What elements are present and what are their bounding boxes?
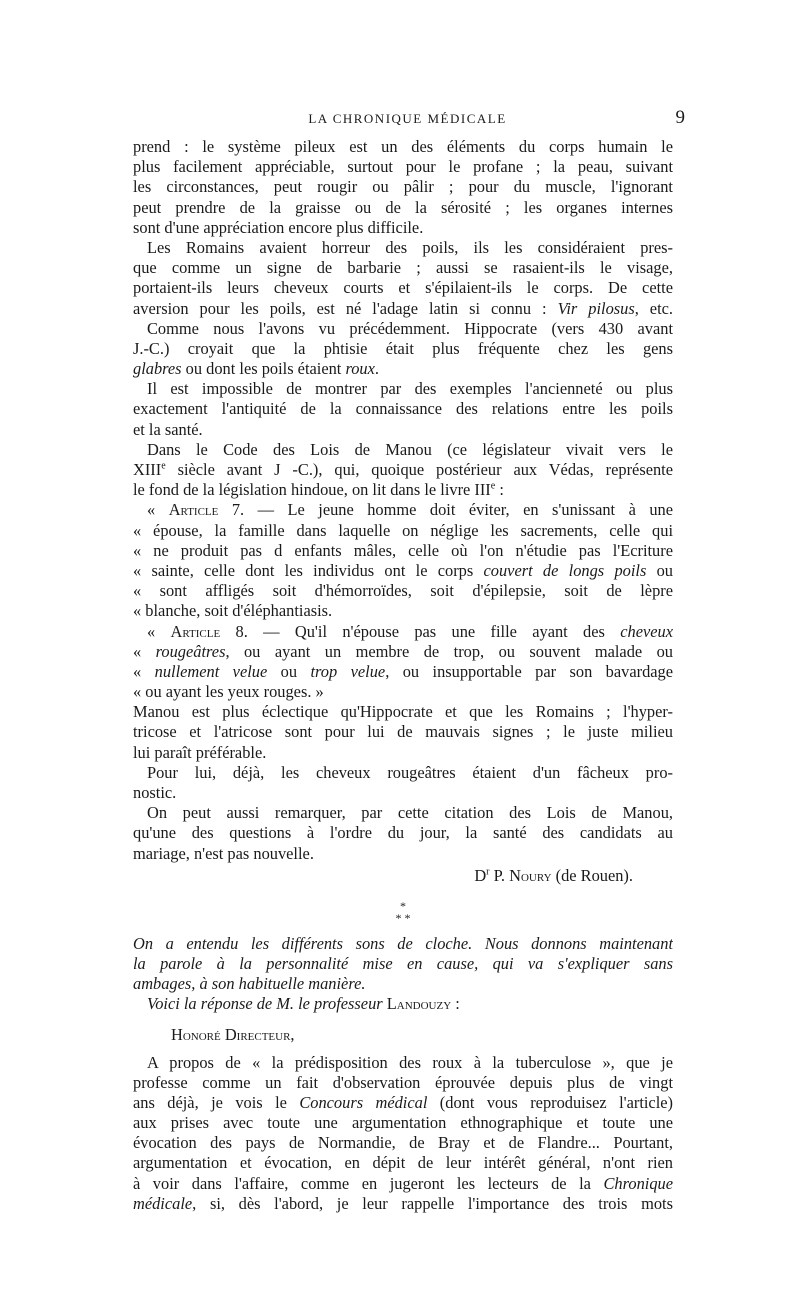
text-line <box>133 1093 673 1113</box>
text-line <box>133 561 673 581</box>
text-line: sont d'une appréciation encore plus difficile. <box>133 217 424 237</box>
text-line: Comme nous l'avons vu précédemment. Hippocrate (vers 430 avant <box>147 318 673 338</box>
text-run: siècle avant J -C.), qui, quoique postérieur aux Védas, représente <box>165 460 673 479</box>
salutation: Honoré Directeur, <box>171 1024 295 1044</box>
text-line <box>133 1194 673 1214</box>
text-run: « <box>133 641 156 661</box>
text-line: Dans le Code des Lois de Manou (ce législateur vivait vers le <box>147 439 673 459</box>
article-label: Article 7. <box>168 500 245 520</box>
text-run: ou <box>646 560 673 580</box>
text-line: la parole à la personnalité mise en cause, qui va s'expliquer sans <box>133 953 673 973</box>
text-line: professe comme un fait d'observation éprouvée depuis plus de vingt <box>133 1072 673 1092</box>
text-run: , si, dès l'abord, je leur rappelle l'importance des trois mots <box>192 1193 673 1213</box>
text-run: « sainte, celle dont les individus ont le corps <box>133 560 484 580</box>
text-line: exactement l'antiquité de la connaissance des relations entre les poils <box>133 399 673 419</box>
italic-text: nullement velue <box>154 661 268 681</box>
italic-text: couvert de longs poils <box>483 560 647 580</box>
text-line: prend : le système pileux est un des éléments du corps humain le <box>133 137 673 156</box>
text-line <box>133 642 673 662</box>
body-text <box>133 137 673 1214</box>
text-run: P. <box>489 865 510 885</box>
text-run: XIII <box>133 460 162 479</box>
text-line: « ou ayant les yeux rouges. » <box>133 682 324 702</box>
text-line: aux prises avec toute une argumentation ethnographique et toute une <box>133 1113 673 1133</box>
text-line: qu'une des questions à l'ordre du jour, la santé des candidats au <box>133 823 673 843</box>
text-line <box>133 500 673 520</box>
text-run: . <box>374 359 380 379</box>
text-line <box>133 662 673 682</box>
article-label: Article 8. <box>170 621 248 641</box>
italic-text: Concours médical <box>299 1092 428 1112</box>
text-line: Manou est plus éclectique qu'Hippocrate et que les Romains ; l'hyper- <box>133 702 673 722</box>
page-number: 9 <box>675 107 685 128</box>
italic-text: trop velue <box>310 661 386 681</box>
text-line: Pour lui, déjà, les cheveux rougeâtres étaient d'un fâcheux pro- <box>147 762 673 782</box>
text-run: : <box>451 994 460 1014</box>
text-run: à voir dans l'affaire, comme en jugeront les lecteurs de la <box>133 1173 604 1193</box>
text-line: portaient-ils leurs cheveux courts et s'épilaient-ils le corps. De cette <box>133 278 673 298</box>
text-line: Les Romains avaient horreur des poils, ils les considéraient pres- <box>147 237 673 257</box>
text-line <box>133 480 673 500</box>
text-run: , ou ayant un membre de trop, ou souvent malade ou <box>225 641 673 661</box>
text-line: On a entendu les différents sons de cloche. Nous donnons maintenant <box>133 933 673 953</box>
text-run: le fond de la législation hindoue, on lit dans le livre III <box>133 480 491 500</box>
page-header <box>130 107 685 133</box>
author-name: Landouzy <box>386 994 452 1014</box>
text-line: lui paraît préférable. <box>133 742 267 762</box>
text-line: et la santé. <box>133 419 203 439</box>
text-run: ans déjà, je vois le <box>133 1092 300 1112</box>
text-line <box>133 622 673 642</box>
text-line <box>133 1174 673 1194</box>
running-title: LA CHRONIQUE MÉDICALE <box>308 111 507 126</box>
italic-text: roux <box>345 359 375 379</box>
text-line: Il est impossible de montrer par des exemples l'ancienneté ou plus <box>147 379 673 399</box>
text-line: « épouse, la famille dans laquelle on néglige les sacrements, celle qui <box>133 520 673 540</box>
text-run: ou dont les poils étaient <box>181 359 346 379</box>
text-run: : <box>495 480 504 500</box>
italic-text: Vir pilosus <box>557 298 635 318</box>
italic-text: rougeâtres <box>155 641 226 661</box>
author-name: Noury <box>509 865 552 885</box>
italic-text: Chronique <box>603 1173 673 1193</box>
text-run: ou <box>267 661 311 681</box>
superscript: e <box>490 480 496 492</box>
italic-text: Voici la réponse de M. le professeur <box>147 994 387 1014</box>
asterism-separator: * * * <box>395 898 411 925</box>
editorial-note <box>133 934 673 995</box>
text-line: les circonstances, peut rougir ou pâlir ; pour du muscle, l'ignorant <box>133 177 673 197</box>
text-run: « <box>147 500 169 520</box>
text-line: évocation des pays de Normandie, de Bray et de Flandre... Pourtant, <box>133 1133 673 1153</box>
text-line <box>133 359 673 379</box>
text-run: — Le jeune homme doit éviter, en s'unissant à une <box>244 500 673 520</box>
italic-text: médicale <box>133 1193 193 1213</box>
superscript: e <box>161 460 166 472</box>
text-line: « blanche, soit d'éléphantiasis. <box>133 601 333 621</box>
text-line: que comme un signe de barbarie ; aussi se rasaient-ils le visage, <box>133 258 673 278</box>
signature <box>133 866 673 888</box>
text-run: — Qu'il n'épouse pas une fille ayant des <box>247 621 621 641</box>
text-line <box>133 994 673 1014</box>
text-line: A propos de « la prédisposition des roux à la tuberculose », que je <box>147 1052 673 1072</box>
text-line: peut prendre de la graisse ou de la sérosité ; les organes internes <box>133 197 673 217</box>
text-run: , ou insupportable par son bavardage <box>385 661 673 681</box>
text-run: D <box>474 865 487 885</box>
text-line: « ne produit pas d enfants mâles, celle où l'on n'étudie pas l'Ecriture <box>133 540 673 560</box>
text-line: tricose et l'atricose sont pour lui de mauvais signes ; le juste milieu <box>133 722 673 742</box>
text-run: « <box>133 661 155 681</box>
superscript: r <box>486 866 490 878</box>
text-line: nostic. <box>133 783 177 802</box>
text-line: plus facilement appréciable, surtout pour le profane ; la peau, suivant <box>133 157 673 177</box>
text-line <box>133 460 673 480</box>
text-run: « <box>147 621 171 641</box>
text-run: (dont vous reproduisez l'article) <box>427 1092 673 1112</box>
text-line: argumentation et évocation, en dépit de leur intérêt général, n'ont rien <box>133 1153 673 1173</box>
italic-text: glabres <box>133 359 182 379</box>
text-line: J.-C.) croyait que la phtisie était plus fréquente chez les gens <box>133 338 673 358</box>
text-line: ambages, à son habituelle manière. <box>133 974 366 994</box>
text-run: , etc. <box>634 298 673 318</box>
text-line: « sont affligés soit d'hémorroïdes, soit d'épilepsie, soit de lèpre <box>133 581 673 601</box>
text-line <box>133 299 673 319</box>
text-line: On peut aussi remarquer, par cette citation des Lois de Manou, <box>147 803 673 823</box>
text-run: (de Rouen). <box>551 865 633 885</box>
text-line: mariage, n'est pas nouvelle. <box>133 843 314 863</box>
text-run: aversion pour les poils, est né l'adage latin si connu : <box>133 298 558 318</box>
italic-text: cheveux <box>620 621 673 641</box>
